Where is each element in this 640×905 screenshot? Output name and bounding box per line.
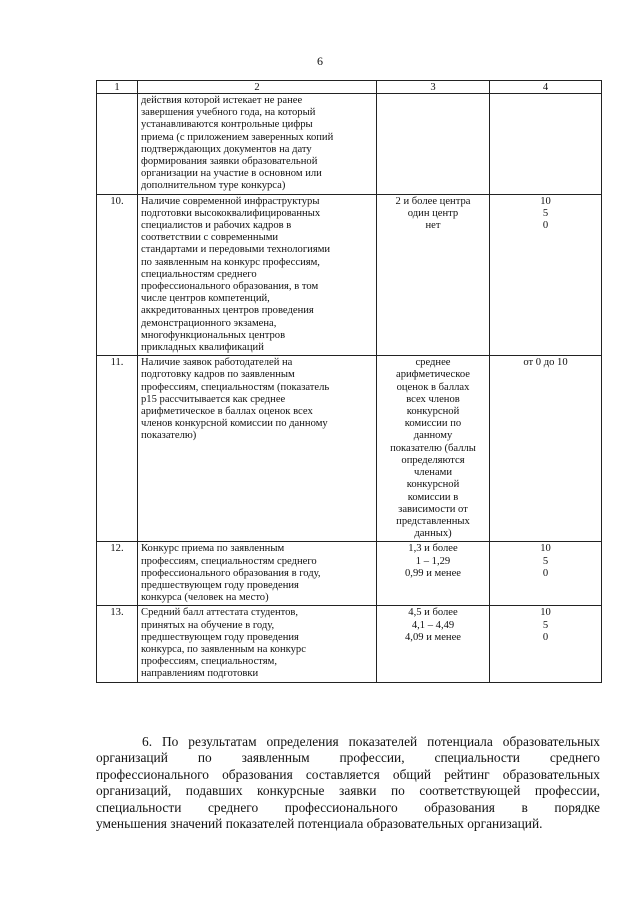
- criterion-cell-line: прикладных квалификаций: [141, 342, 264, 354]
- criterion-cell-line: конкурса, по заявленным на конкурс: [141, 643, 306, 655]
- table-row: [97, 542, 602, 606]
- table-header-row: [97, 81, 602, 94]
- criterion-cell-line: подтверждающих документов на дату: [141, 143, 312, 155]
- criterion-cell: [138, 194, 377, 356]
- score-cell-line: 0: [542, 631, 549, 643]
- score-cell-line: 5: [542, 207, 549, 219]
- criterion-cell-line: подготовки высококвалифицированных: [141, 207, 321, 219]
- value-cell: [377, 542, 490, 606]
- criterion-cell-line: профессионального образования, в том: [141, 281, 319, 293]
- value-cell-line: 0,99 и менее: [405, 567, 461, 579]
- value-cell-line: конкурсной: [406, 479, 460, 491]
- criterion-cell-line: профессиям, специальностям (показатель: [141, 381, 330, 393]
- value-cell-line: определяются: [401, 454, 465, 466]
- value-cell-line: среднее: [415, 357, 451, 369]
- value-cell-line: один центр: [407, 207, 459, 219]
- value-cell-line: членами: [413, 467, 453, 479]
- value-cell-line: комиссии по: [404, 418, 462, 430]
- criterion-cell-line: стандартами и передовыми технологиями: [141, 244, 331, 256]
- criterion-cell-line: арифметическое в баллах оценок всех: [141, 406, 313, 418]
- row-number-cell: 13.: [97, 606, 138, 682]
- criterion-cell-line: по заявленным на конкурс профессиям,: [141, 256, 320, 268]
- criterion-cell: [138, 94, 377, 195]
- value-cell: [377, 94, 490, 195]
- value-cell-line: зависимости от: [398, 503, 468, 515]
- criterion-cell-line: конкурса (человек на место): [141, 592, 269, 604]
- criterion-cell: [138, 606, 377, 682]
- value-cell-line: оценок в баллах: [396, 381, 470, 393]
- paragraph-line: организаций по заявленным профессии, специальности среднего: [96, 750, 600, 766]
- criterion-cell: [138, 356, 377, 542]
- value-cell-line: представленных: [396, 515, 470, 527]
- score-cell-line: 0: [542, 567, 549, 579]
- criterion-cell-line: действия которой истекает не ранее: [141, 95, 303, 106]
- criterion-cell-line: соответствии с современными: [141, 232, 279, 244]
- value-cell-line: 4,09 и менее: [405, 631, 461, 643]
- table-row: [97, 194, 602, 356]
- score-cell-line: 5: [542, 555, 549, 567]
- criterion-cell-line: предшествующем году проведения: [141, 579, 299, 591]
- criterion-cell: [138, 542, 377, 606]
- score-cell: [490, 94, 602, 195]
- criterion-cell-line: Средний балл аттестата студентов,: [141, 607, 299, 619]
- score-cell-line: от 0 до 10: [523, 357, 568, 369]
- value-cell-line: конкурсной: [406, 406, 460, 418]
- criterion-cell-line: предшествующем году проведения: [141, 631, 299, 643]
- criterion-cell-line: дополнительном туре конкурса): [141, 180, 286, 192]
- header-cell-criterion: 2: [138, 81, 377, 94]
- criterion-cell-line: принятых на обучение в году,: [141, 619, 275, 631]
- criterion-cell-line: членов конкурсной комиссии по данному: [141, 418, 328, 430]
- score-cell: [490, 542, 602, 606]
- value-cell-line: 1,3 и более: [408, 543, 458, 555]
- criterion-cell-line: профессионального образования в году,: [141, 567, 321, 579]
- value-cell: [377, 356, 490, 542]
- value-cell-line: всех членов: [406, 393, 460, 405]
- value-cell-line: 1 – 1,29: [415, 555, 451, 567]
- value-cell: [377, 194, 490, 356]
- page-number: 6: [317, 54, 323, 68]
- rating-paragraph: [96, 734, 600, 832]
- paragraph-line: профессионального образования составляется общий рейтинг образовательных: [96, 766, 600, 782]
- criterion-cell-line: р15 рассчитывается как среднее: [141, 393, 286, 405]
- criterion-cell-line: организации на участие в основном или: [141, 168, 322, 180]
- row-number-cell: 10.: [97, 194, 138, 356]
- paragraph-line: 6. По результатам определения показателей потенциала образовательных: [142, 734, 600, 749]
- table-row: [97, 606, 602, 682]
- criterion-cell-line: Наличие современной инфраструктуры: [141, 195, 320, 207]
- criterion-cell-line: числе центров компетенций,: [141, 293, 270, 305]
- value-cell-line: комиссии в: [407, 491, 459, 503]
- value-cell-line: данных): [414, 528, 452, 540]
- header-cell-number: 1: [97, 81, 138, 94]
- paragraph-line: уменьшения значений показателей потенциала образовательных организаций.: [96, 816, 543, 832]
- criteria-table-body: [97, 81, 602, 683]
- table-row: [97, 94, 602, 195]
- row-number-cell: 12.: [97, 542, 138, 606]
- value-cell-line: 4,1 – 4,49: [411, 619, 455, 631]
- criterion-cell-line: многофункциональных центров: [141, 329, 286, 341]
- criterion-cell-line: показателю): [141, 430, 197, 442]
- criterion-cell-line: профессиям, специальностям среднего: [141, 555, 317, 567]
- score-cell: [490, 194, 602, 356]
- score-cell-line: 10: [540, 607, 551, 619]
- criterion-cell-line: специалистов и рабочих кадров в: [141, 220, 292, 232]
- value-cell-line: арифметическое: [396, 369, 470, 381]
- paragraph-line: организаций, подавших конкурсные заявки по соответствующей профессии,: [96, 783, 600, 799]
- score-cell: [490, 606, 602, 682]
- table-row: [97, 356, 602, 542]
- criterion-cell-line: профессиям, специальностям,: [141, 656, 278, 668]
- criterion-cell-line: аккредитованных центров проведения: [141, 305, 314, 317]
- score-cell-line: 10: [540, 543, 551, 555]
- criterion-cell-line: подготовку кадров по заявленным: [141, 369, 295, 381]
- criterion-cell-line: приема (с приложением заверенных копий: [141, 131, 334, 143]
- criteria-table: [96, 80, 602, 683]
- criterion-cell-line: завершения учебного года, на который: [141, 107, 316, 119]
- header-cell-score: 4: [490, 81, 602, 94]
- paragraph-line: специальности среднего профессионального образования в порядке: [96, 799, 600, 815]
- criterion-cell-line: специальностям среднего: [141, 268, 257, 280]
- score-cell: [490, 356, 602, 542]
- row-number-cell: [97, 94, 138, 195]
- value-cell: [377, 606, 490, 682]
- header-cell-value: 3: [377, 81, 490, 94]
- criterion-cell-line: направлениям подготовки: [141, 668, 259, 680]
- score-cell-line: 0: [542, 220, 549, 232]
- score-cell-line: 5: [542, 619, 549, 631]
- criterion-cell-line: устанавливаются контрольные цифры: [141, 119, 313, 131]
- score-cell-line: 10: [540, 195, 551, 207]
- value-cell-line: данному: [413, 430, 453, 442]
- value-cell-line: нет: [425, 220, 441, 232]
- criterion-cell-line: формирования заявки образовательной: [141, 156, 318, 168]
- value-cell-line: 2 и более центра: [395, 195, 471, 207]
- row-number-cell: 11.: [97, 356, 138, 542]
- criterion-cell-line: Конкурс приема по заявленным: [141, 543, 285, 555]
- value-cell-line: показателю (баллы: [390, 442, 476, 454]
- criterion-cell-line: демонстрационного экзамена,: [141, 317, 277, 329]
- value-cell-line: 4,5 и более: [408, 607, 458, 619]
- criterion-cell-line: Наличие заявок работодателей на: [141, 357, 293, 369]
